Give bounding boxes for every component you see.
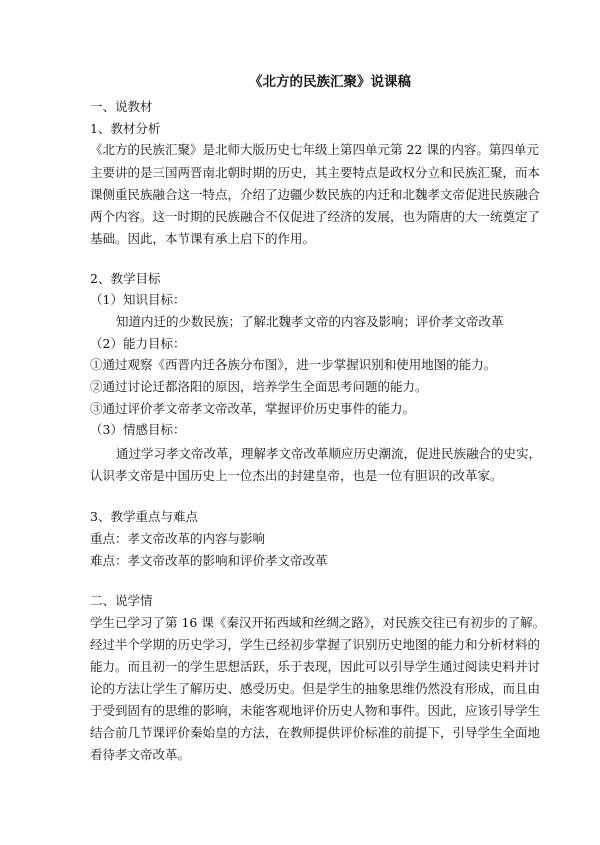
emotion-goal-label: （3）情感目标： (90, 422, 186, 437)
emotion-goal-text: 认识孝文帝是中国历史上一位杰出的封建皇帝，也是一位有胆识的改革家。 (90, 468, 503, 483)
difficult-point: 难点：孝文帝改革的影响和评价孝文帝改革 (90, 553, 328, 568)
student-analysis-line: 经过半个学期的历史学习，学生已经初步掌握了识别历史地图的能力和分析材料的 (90, 637, 541, 652)
knowledge-goal-label: （1）知识目标： (90, 292, 186, 307)
ability-goal-item: ①通过观察《西晋内迁各族分布图》，进一步掌握识别和使用地图的能力。 (90, 357, 497, 372)
analysis-line: 基础。因此，本节课有承上启下的作用。 (90, 231, 316, 246)
analysis-line: 课侧重民族融合这一特点，介绍了边疆少数民族的内迁和北魏孝文帝促进民族融合 (90, 187, 541, 202)
analysis-line: 《北方的民族汇聚》是北师大版历史七年级上第四单元第 22 课的内容。第四单元 (90, 142, 539, 157)
student-analysis-line: 看待孝文帝改革。 (90, 747, 191, 762)
student-analysis-line: 能力。而且初一的学生思想活跃，乐于表现，因此可以引导学生通过阅读史料并讨 (90, 659, 541, 674)
key-point: 重点：孝文帝改革的内容与影响 (90, 531, 266, 546)
student-analysis-line: 于受到固有的思维的影响，未能客观地评价历史人物和事件。因此，应该引导学生 (90, 703, 541, 718)
document-title: 《北方的民族汇聚》说课稿 (249, 74, 411, 90)
student-analysis-line: 结合前几节课评价秦始皇的方法，在教师提供评价标准的前提下，引导学生全面地 (90, 725, 541, 740)
analysis-line: 两个内容。这一时期的民族融合不仅促进了经济的发展，也为隋唐的大一统奠定了 (90, 209, 541, 224)
analysis-line: 主要讲的是三国两晋南北朝时期的历史，其主要特点是政权分立和民族汇聚，而本 (90, 165, 541, 180)
knowledge-goal-text: 知道内迁的少数民族；了解北魏孝文帝的内容及影响；评价孝文帝改革 (116, 314, 504, 329)
ability-goal-label: （2）能力目标： (90, 336, 186, 351)
section-heading-textbook: 一、说教材 (90, 99, 153, 114)
student-analysis-line: 论的方法让学生了解历史、感受历史。但是学生的抽象思维仍然没有形成，而且由 (90, 681, 541, 696)
subheading-key-difficult-points: 3、教学重点与难点 (90, 509, 198, 524)
emotion-goal-text: 通过学习孝文帝改革，理解孝文帝改革顺应历史潮流，促进民族融合的史实， (116, 446, 542, 461)
subheading-teaching-goals: 2、教学目标 (90, 271, 161, 286)
ability-goal-item: ③通过评价孝文帝孝文帝改革，掌握评价历史事件的能力。 (90, 401, 416, 416)
ability-goal-item: ②通过讨论迁都洛阳的原因，培养学生全面思考问题的能力。 (90, 379, 428, 394)
subheading-textbook-analysis: 1、教材分析 (90, 121, 161, 136)
student-analysis-line: 学生已学习了第 16 课《秦汉开拓西域和丝绸之路》，对民族交往已有初步的了解。 (90, 615, 546, 630)
section-heading-student-analysis: 二、说学情 (90, 593, 153, 608)
